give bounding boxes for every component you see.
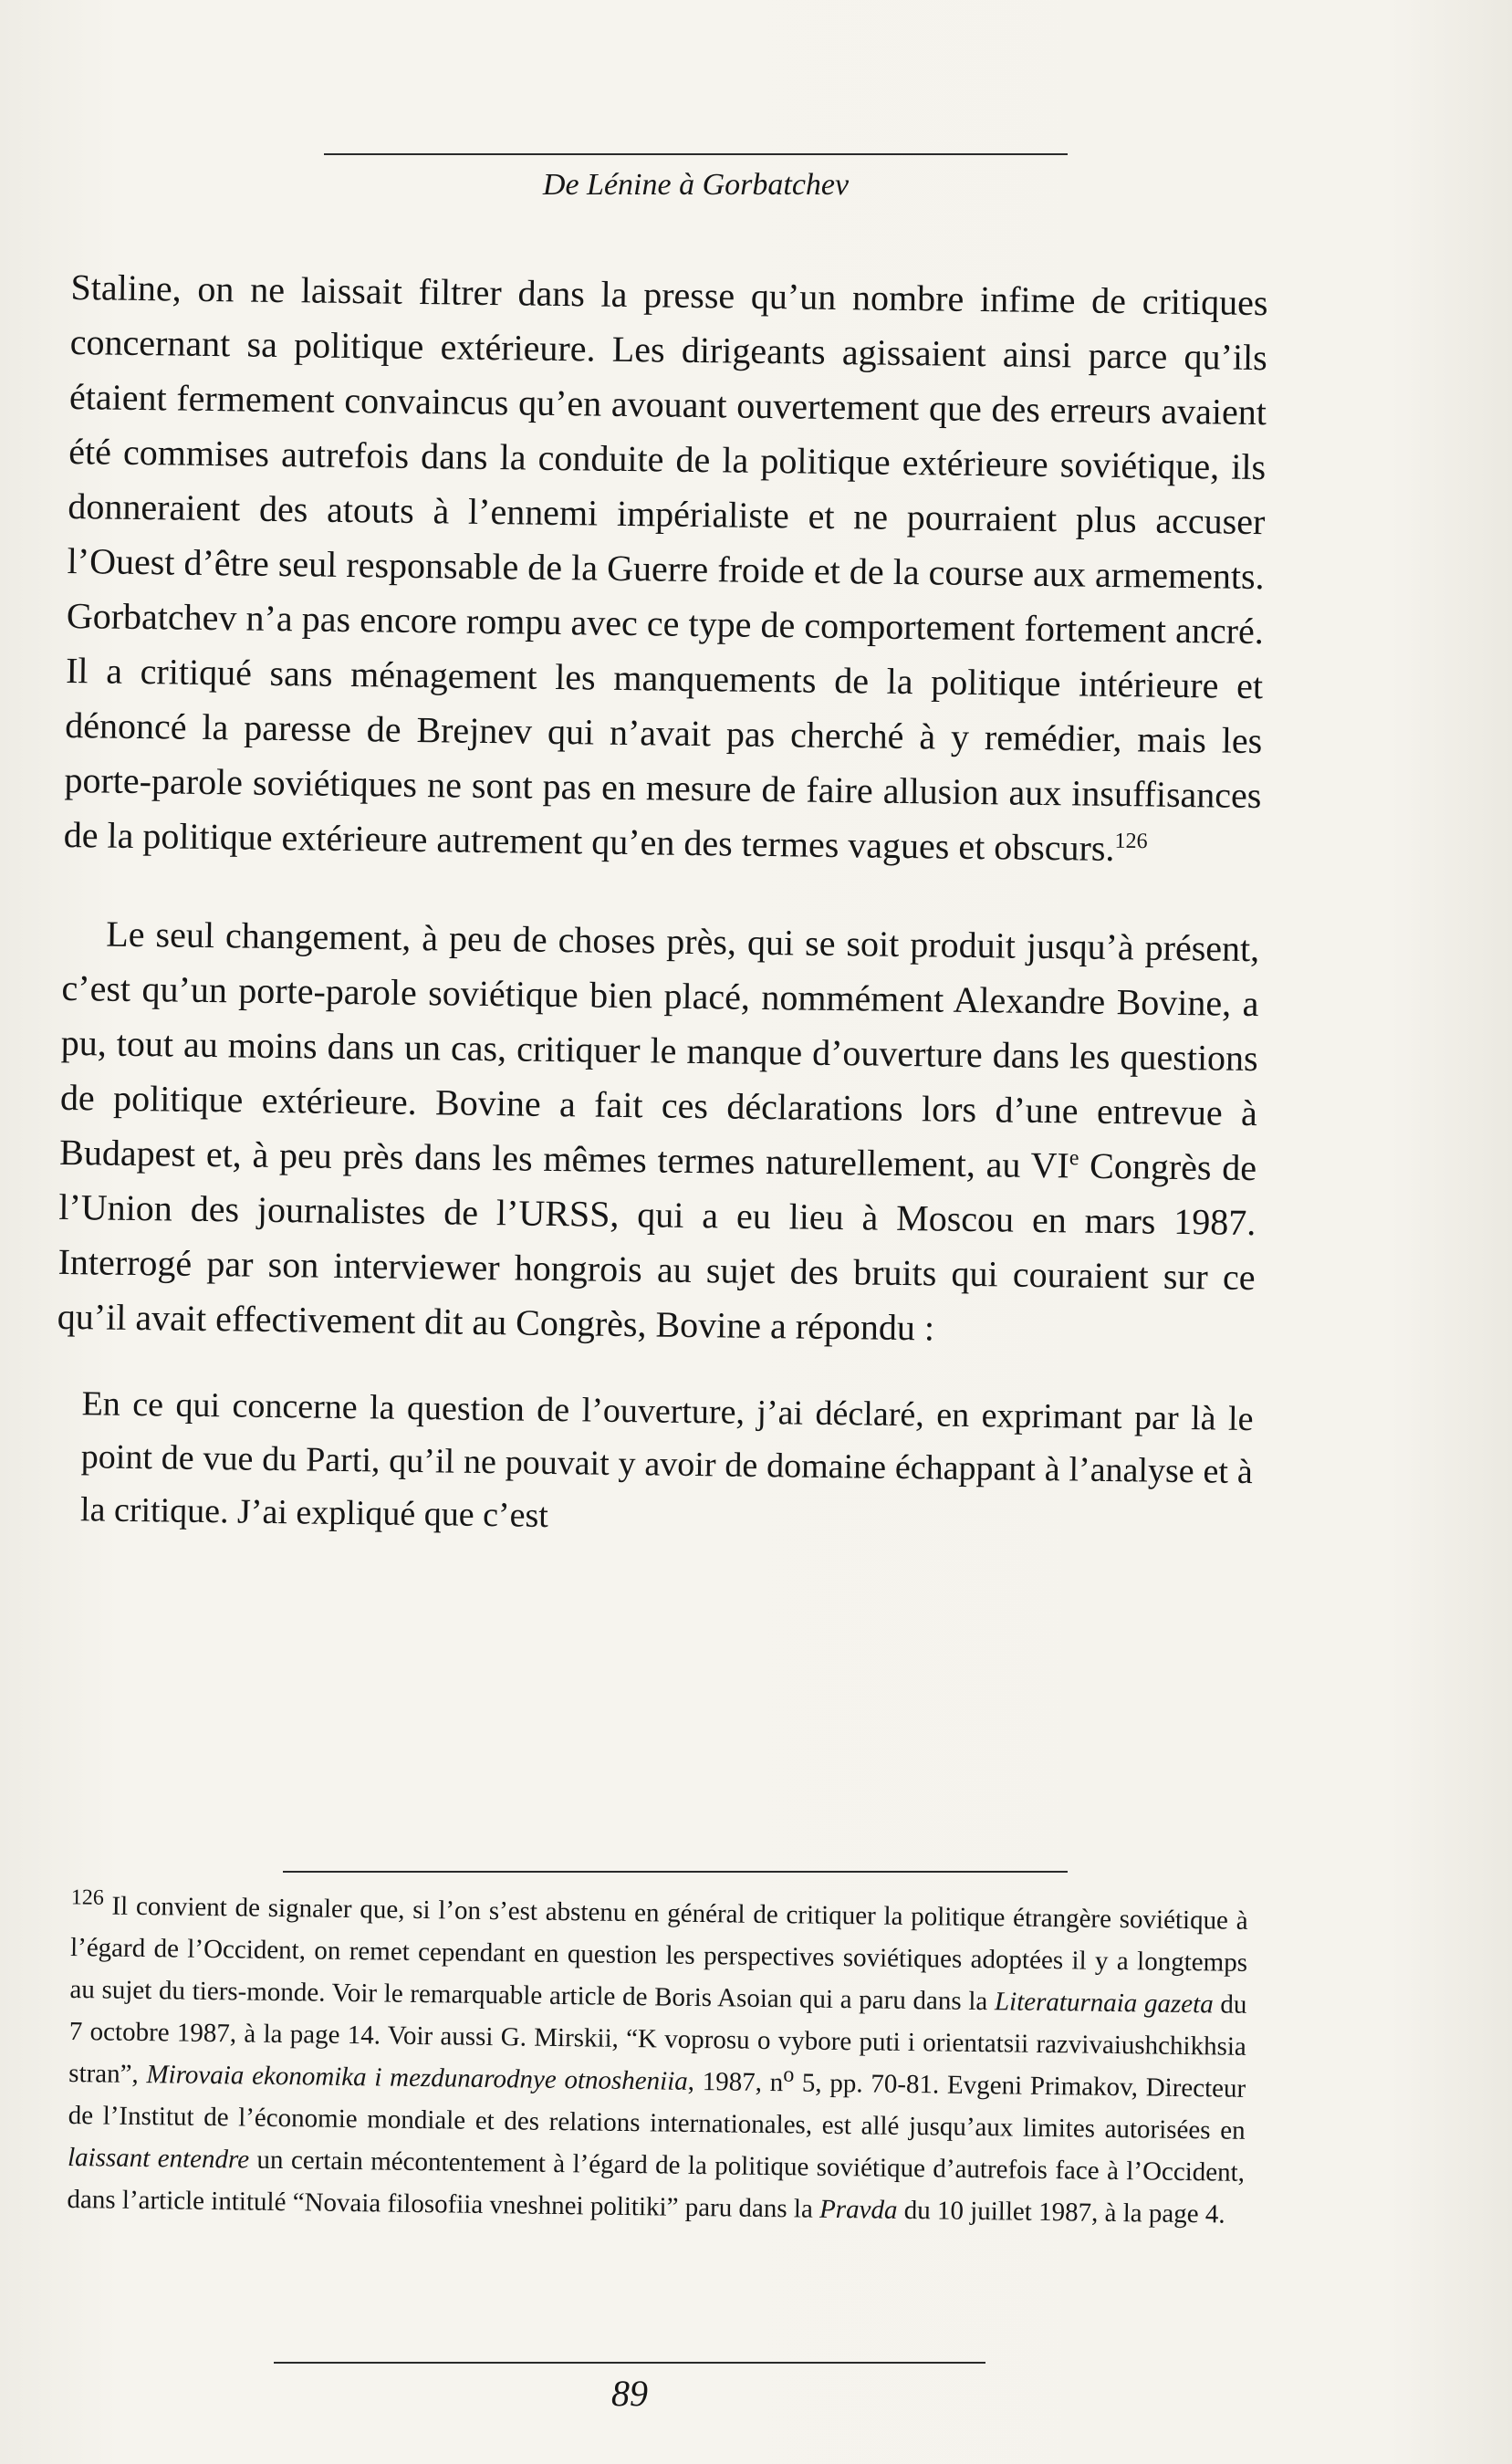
page-number: 89 [611,2373,648,2414]
footnote-ordinal: o [783,2062,795,2087]
main-text [55,260,1268,1551]
footnote-title: Pravda [819,2194,898,2225]
footnote-text: du 10 juillet 1987, à la page 4. [897,2195,1225,2229]
footnote-emphasis: laissant entendre [67,2142,250,2175]
footnote-title: Literaturnaia gazeta [994,1987,1214,2020]
paragraph-1 [63,260,1268,878]
footnote-title: Mirovaia ekonomika i mezdunarodnye otnosheniia [146,2060,688,2096]
footnote-126 [67,1885,1248,2236]
paragraph-2-text-a: Le seul changement, à peu de choses près, qui se soit produit jusqu’à présent, c’est qu’un porte-parole soviétique bien placé, nommément Alexandre Bovine, a pu, tout au moins dans un cas, critiquer le manque d’ouverture dans les questions de politique extérieure. Bovine a fait ces déclarations lors d’une entrevue à Budapest et, à peu près dans les mêmes termes naturellement, au VI [58,913,1260,1186]
block-quote: En ce qui concerne la question de l’ouverture, j’ai déclaré, en exprimant par là le point de vue du Parti, qu’il ne pouvait y avoir de domaine échappant à l’analyse et à la critique. J’ai expliqué que c’est [79,1384,1254,1535]
paragraph-1-text: Staline, on ne laissait filtrer dans la presse qu’un nombre infime de critiques concernant sa politique extérieure. Les dirigeants agissaient ainsi parce qu’ils étaient fermement convaincus qu’en avouant ouvertement que des erreurs avaient été commises autrefois dans la conduite de la politique extérieure soviétique, ils donneraient des atouts à l’ennemi impérialiste et ne pourraient plus accuser l’Ouest d’être seul responsable de la Guerre froide et de la course aux armements. Gorbatchev n’a pas encore rompu avec ce type de comportement fortement ancré. Il a critiqué sans ménagement les manquements de la politique intérieure et dénoncé la paresse de Brejnev qui n’avait pas cherché à y remédier, mais les porte-parole soviétiques ne sont pas en mesure de faire allusion aux insuffisances de la politique extérieure autrement qu’en des termes vagues et obscurs. [63,266,1268,870]
running-head: De Lénine à Gorbatchev [542,168,850,202]
paragraph-2-text-b: Congrès de l’Union des journalistes de l’URSS, qui a eu lieu à Moscou en mars 1987. Interrogé par son interviewer hongrois au sujet des bruits qui couraient sur ce qu’il avait effectivement dit au Congrès, Bovine a répondu : [57,1144,1257,1349]
footnote-reference: 126 [1114,829,1148,854]
superscript-ordinal: e [1069,1146,1079,1171]
footnote-text: 5, pp. 70-81. Evgeni Primakov, Directeur de l’Institut de l’économie mondiale et des relations internationales, est allé jusqu’aux limites autorisées en [68,2068,1246,2146]
footnote-rule [283,1871,1068,1873]
footnote-text: du 7 octobre 1987, à la page 14. Voir aussi G. Mirskii, “K voprosu o vybore puti i orientatsii razvivaiushchikhsia stran”, [68,1989,1247,2090]
footnote-number: 126 [70,1885,104,1910]
footer-rule [274,2362,985,2364]
footnote-text: , 1987, n [687,2066,784,2098]
paragraph-2 [57,906,1259,1360]
footnote-text: Il convient de signaler que, si l’on s’est abstenu en général de critiquer la politique étrangère soviétique à l’égard de l’Occident, on remet cependant en question les perspectives soviétiques adoptées il y a longtemps au sujet du tiers-monde. Voir le remarquable article de Boris Asoian qui a paru dans la [69,1891,1248,2017]
footnote-text: un certain mécontentement à l’égard de la politique soviétique d’autrefois face à l’Occident, dans l’article intitulé “Novaia filosofiia vneshnei politiki” paru dans la [67,2145,1246,2224]
header-rule [324,153,1068,155]
footnotes [67,1885,1248,2236]
